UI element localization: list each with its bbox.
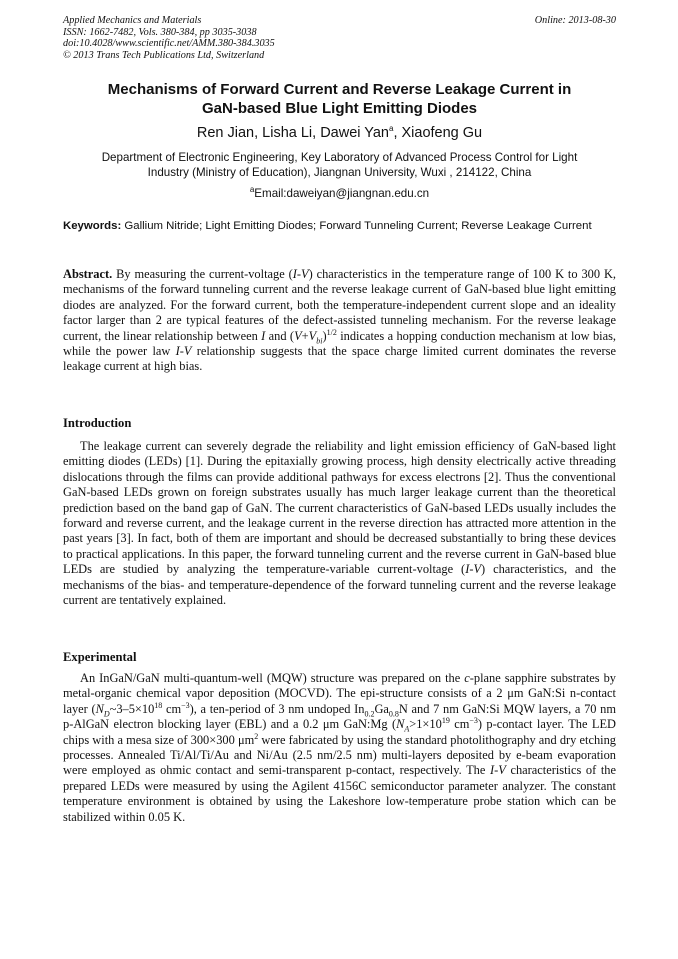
exp-text: ~3–5×10 (109, 701, 155, 716)
issn-line: ISSN: 1662-7482, Vols. 380-384, pp 3035-3038 (63, 26, 257, 38)
affiliation (63, 150, 616, 180)
introduction-heading: Introduction (63, 416, 132, 430)
exp-superscript: 2 (254, 731, 259, 741)
abstract-subscript: bi (316, 336, 323, 346)
abstract-label: Abstract. (63, 267, 113, 281)
abstract-text: and ( (265, 328, 295, 343)
abstract-italic: I-V (175, 344, 192, 359)
abstract-text: ) (322, 328, 327, 343)
abstract (63, 267, 616, 375)
exp-superscript: 18 (154, 700, 163, 710)
exp-italic: N (95, 701, 104, 716)
exp-text: ), a ten-period of 3 nm undoped In (189, 701, 365, 716)
authors-part-2: , Xiaofeng Gu (393, 125, 483, 141)
keywords-label: Keywords: (63, 220, 122, 232)
abstract-text: + (301, 328, 309, 343)
abstract-text: ) characteristics in the temperature range of 100 K to 300 K, mechanisms of the forward tunneling current and the reverse leakage current of GaN-based blue light emitting diodes are analyzed. For the forward current, both the temperature-independent current slope and an ideality factor larger than 2 are typical features of the defect-assisted tunneling mechanism. For the reverse leakage current, the linear relationship between (63, 267, 616, 343)
exp-italic: I-V (490, 763, 506, 778)
abstract-italic: V (308, 328, 317, 343)
abstract-italic: V (294, 328, 302, 343)
exp-text: were fabricated by using the standard photolithography and dry etching processes. Annealed Ti/Al/Ti/Au and Ni/Au (2.5 nm/2.5 nm) multi-layers deposited by e-beam evaporation were employed as ohmic contact and semi-transparent p-contact, respectively. The (63, 732, 616, 778)
email-text[interactable]: Email:daweiyan@jiangnan.edu.cn (254, 187, 430, 200)
author-email (63, 186, 616, 201)
journal-name: Applied Mechanics and Materials (63, 15, 202, 26)
exp-superscript: −3 (469, 716, 478, 726)
exp-superscript: 19 (441, 716, 450, 726)
exp-text: characteristics of the prepared LEDs were measured by using the Agilent 4156C semiconductor parameter analyzer. The constant temperature environment is obtained by using the Lakeshore low-temperature probe station which can be stabilized within 0.05 K. (63, 763, 616, 824)
exp-text: >1×10 (409, 717, 442, 732)
journal-header (63, 15, 616, 61)
intro-text: ) characteristics, and the mechanisms of the bias- and temperature-dependence of the forward tunneling current and the reverse leakage current are tentatively explained. (63, 562, 616, 608)
doi-line: doi:10.4028/www.scientific.net/AMM.380-384.3035 (63, 38, 275, 49)
keywords (63, 219, 616, 234)
exp-subscript: D (103, 709, 110, 719)
author-affil-mark: a (388, 124, 394, 134)
abstract-italic: I (261, 328, 266, 343)
email-mark: a (249, 185, 255, 195)
authors-part-1: Ren Jian, Lisha Li, Dawei Yan (196, 125, 389, 141)
exp-italic: c (464, 671, 470, 685)
intro-text: The leakage current can severely degrade the reliability and light emission efficiency of GaN-based light emitting diodes (LEDs) [1]. During the epitaxially growing process, high density electrically active threading dislocations through the films can provide additional pathways for excess electrons [2]. Thus the conventional GaN-based LEDs grown on foreign substrates usually has much larger leakage current than the theoretical prediction based on the band gap of GaN. The current characteristics of GaN-based LEDs usually includes the forward and reverse current, and the leakage current in the reverse direction has attracted more attention in the past years [3]. In fact, both of them are important and should be decreased substantially to bring these devices to practical applications. In this paper, the forward tunneling current and the reverse current in GaN-based blue LEDs are studied by analyzing the temperature-variable current-voltage ( (63, 439, 616, 577)
experimental-heading: Experimental (63, 650, 137, 664)
exp-text: cm (162, 701, 182, 716)
exp-text: ) p-contact layer. The LED chips with a mesa size of 300×300 μm (63, 717, 616, 747)
exp-subscript: A (404, 724, 410, 734)
affiliation-line-1: Department of Electronic Engineering, Key Laboratory of Advanced Process Control for Light (101, 151, 578, 164)
exp-subscript: 0.2 (364, 709, 375, 719)
abstract-text: indicates a hopping conduction mechanism at low bias, while the power law (63, 328, 616, 359)
exp-subscript: 0.8 (388, 709, 399, 719)
exp-italic: N (396, 717, 405, 732)
exp-superscript: −3 (181, 700, 190, 710)
title-line-1: Mechanisms of Forward Current and Reverse Leakage Current in (107, 81, 572, 98)
abstract-text: relationship suggests that the space charge limited current dominates the reverse leakage current at high bias. (63, 344, 616, 374)
affiliation-line-2: Industry (Ministry of Education), Jiangnan University, Wuxi , 214122, China (147, 166, 532, 179)
paper-title (63, 80, 616, 118)
copyright-line: © 2013 Trans Tech Publications Ltd, Switzerland (63, 49, 265, 61)
introduction-paragraph (63, 439, 616, 608)
experimental-paragraph (63, 671, 616, 825)
exp-text: An InGaN/GaN multi-quantum-well (MQW) structure was prepared on the (80, 671, 465, 685)
abstract-superscript: 1/2 (326, 327, 337, 337)
abstract-text: By measuring the current-voltage ( (116, 267, 293, 281)
exp-text: -plane sapphire substrates by metal-organic chemical vapor deposition (MOCVD). The epi-structure consists of a 2 μm GaN:Si n-contact layer ( (63, 671, 616, 716)
keywords-text: Gallium Nitride; Light Emitting Diodes; Forward Tunneling Current; Reverse Leakage Current (124, 220, 592, 232)
exp-text: cm (449, 717, 470, 732)
title-line-2: GaN-based Blue Light Emitting Diodes (201, 100, 478, 117)
exp-text: Ga (374, 701, 389, 716)
online-date: Online: 2013-08-30 (534, 15, 616, 26)
author-list (63, 124, 616, 142)
exp-text: N and 7 nm GaN:Si MQW layers, a 70 nm p-AlGaN electron blocking layer (EBL) and a 0.2 μm GaN:Mg ( (63, 701, 616, 732)
abstract-italic: I-V (292, 267, 309, 281)
intro-italic: I-V (465, 562, 482, 577)
